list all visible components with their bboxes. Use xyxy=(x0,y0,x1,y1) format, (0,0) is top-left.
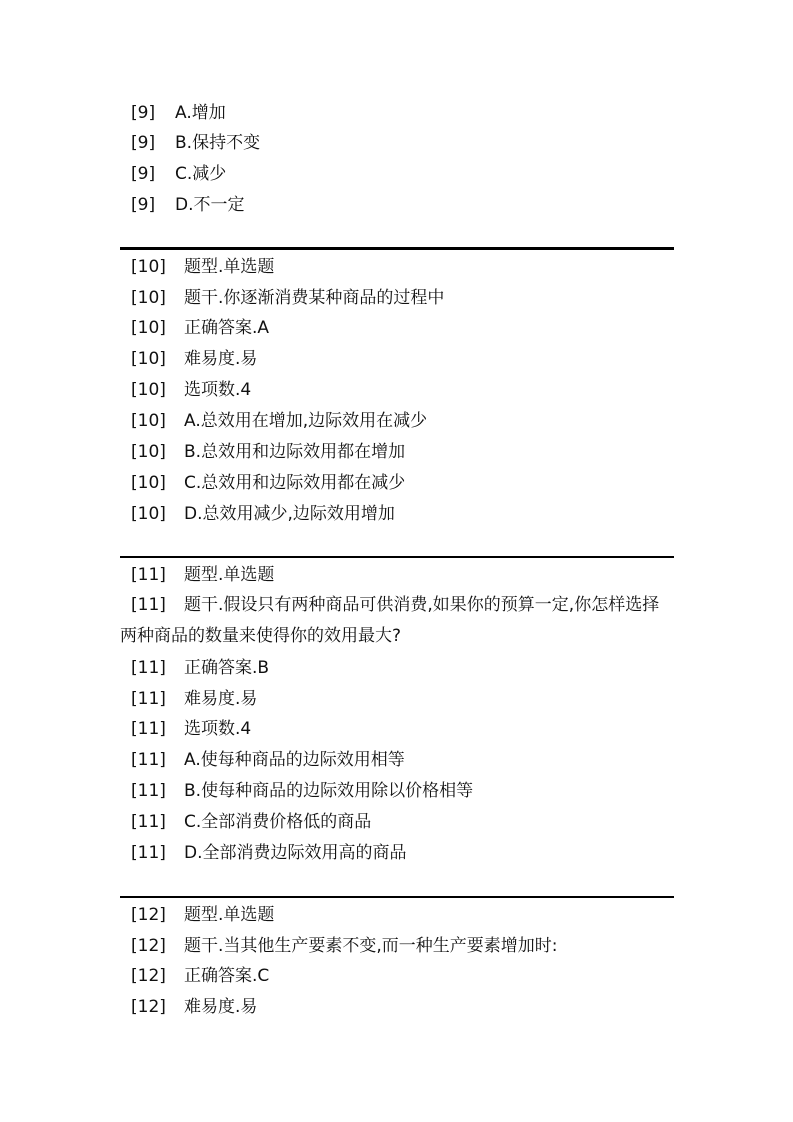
question-divider xyxy=(120,247,674,250)
difficulty: 难易度.易 xyxy=(184,689,258,709)
question-number: [11] xyxy=(131,750,166,770)
option-text: C.总效用和边际效用都在减少 xyxy=(184,473,406,493)
q12-type xyxy=(131,901,275,929)
question-number: [11] xyxy=(131,595,166,615)
question-number: [10] xyxy=(131,380,166,400)
option-text: A.增加 xyxy=(175,103,226,123)
q11-answer xyxy=(131,654,270,682)
question-divider xyxy=(120,556,674,558)
question-number: [10] xyxy=(131,504,166,524)
option-text: B.使每种商品的边际效用除以价格相等 xyxy=(184,781,474,801)
option-text: B.保持不变 xyxy=(175,133,261,153)
question-number: [9] xyxy=(131,133,156,153)
question-number: [11] xyxy=(131,812,166,832)
correct-answer: 正确答案.B xyxy=(184,658,270,678)
question-number: [11] xyxy=(131,689,166,709)
q10-type xyxy=(131,253,275,281)
option-text: D.总效用减少,边际效用增加 xyxy=(184,504,395,524)
question-number: [10] xyxy=(131,257,166,277)
q11-stem xyxy=(120,590,676,652)
q10-option-d xyxy=(131,500,395,528)
question-number: [12] xyxy=(131,936,166,956)
question-number: [11] xyxy=(131,843,166,863)
question-divider xyxy=(120,896,674,898)
question-stem: 题干.假设只有两种商品可供消费,如果你的预算一定,你怎样选择两种商品的数量来使得你的效用最大? xyxy=(120,595,660,646)
question-number: [12] xyxy=(131,905,166,925)
correct-answer: 正确答案.C xyxy=(184,966,270,986)
question-number: [10] xyxy=(131,349,166,369)
question-type: 题型.单选题 xyxy=(184,905,275,925)
q10-difficulty xyxy=(131,345,258,373)
question-number: [10] xyxy=(131,473,166,493)
option-text: B.总效用和边际效用都在增加 xyxy=(184,442,406,462)
q10-option-b xyxy=(131,438,406,466)
question-number: [10] xyxy=(131,318,166,338)
option-count: 选项数.4 xyxy=(184,719,252,739)
q9-option-b xyxy=(131,129,261,157)
q10-answer xyxy=(131,314,270,342)
q11-option-count xyxy=(131,715,252,743)
difficulty: 难易度.易 xyxy=(184,997,258,1017)
option-text: C.全部消费价格低的商品 xyxy=(184,812,372,832)
question-number: [11] xyxy=(131,781,166,801)
question-number: [10] xyxy=(131,288,166,308)
question-number: [9] xyxy=(131,103,156,123)
q10-stem xyxy=(131,284,445,312)
question-number: [12] xyxy=(131,997,166,1017)
q10-option-c xyxy=(131,469,406,497)
question-number: [11] xyxy=(131,565,166,585)
option-text: C.减少 xyxy=(175,164,227,184)
q12-answer xyxy=(131,962,270,990)
q10-option-a xyxy=(131,407,428,435)
question-type: 题型.单选题 xyxy=(184,257,275,277)
q10-option-count xyxy=(131,376,252,404)
option-text: D.不一定 xyxy=(175,195,245,215)
option-text: A.使每种商品的边际效用相等 xyxy=(184,750,405,770)
question-number: [10] xyxy=(131,411,166,431)
q9-option-c xyxy=(131,160,227,188)
q11-option-b xyxy=(131,777,474,805)
question-stem: 题干.当其他生产要素不变,而一种生产要素增加时: xyxy=(184,936,558,956)
question-number: [11] xyxy=(131,719,166,739)
question-number: [11] xyxy=(131,658,166,678)
q12-difficulty xyxy=(131,993,258,1021)
question-number: [12] xyxy=(131,966,166,986)
option-count: 选项数.4 xyxy=(184,380,252,400)
question-type: 题型.单选题 xyxy=(184,565,275,585)
q11-type xyxy=(131,561,275,589)
q11-option-a xyxy=(131,746,405,774)
q11-option-c xyxy=(131,808,372,836)
q11-difficulty xyxy=(131,685,258,713)
q9-option-d xyxy=(131,191,245,219)
option-text: D.全部消费边际效用高的商品 xyxy=(184,843,407,863)
question-number: [9] xyxy=(131,164,156,184)
question-number: [9] xyxy=(131,195,156,215)
option-text: A.总效用在增加,边际效用在减少 xyxy=(184,411,428,431)
q12-stem xyxy=(131,932,558,960)
question-stem: 题干.你逐渐消费某种商品的过程中 xyxy=(184,288,445,308)
difficulty: 难易度.易 xyxy=(184,349,258,369)
question-number: [10] xyxy=(131,442,166,462)
correct-answer: 正确答案.A xyxy=(184,318,270,338)
q11-option-d xyxy=(131,839,407,867)
q9-option-a xyxy=(131,99,226,127)
